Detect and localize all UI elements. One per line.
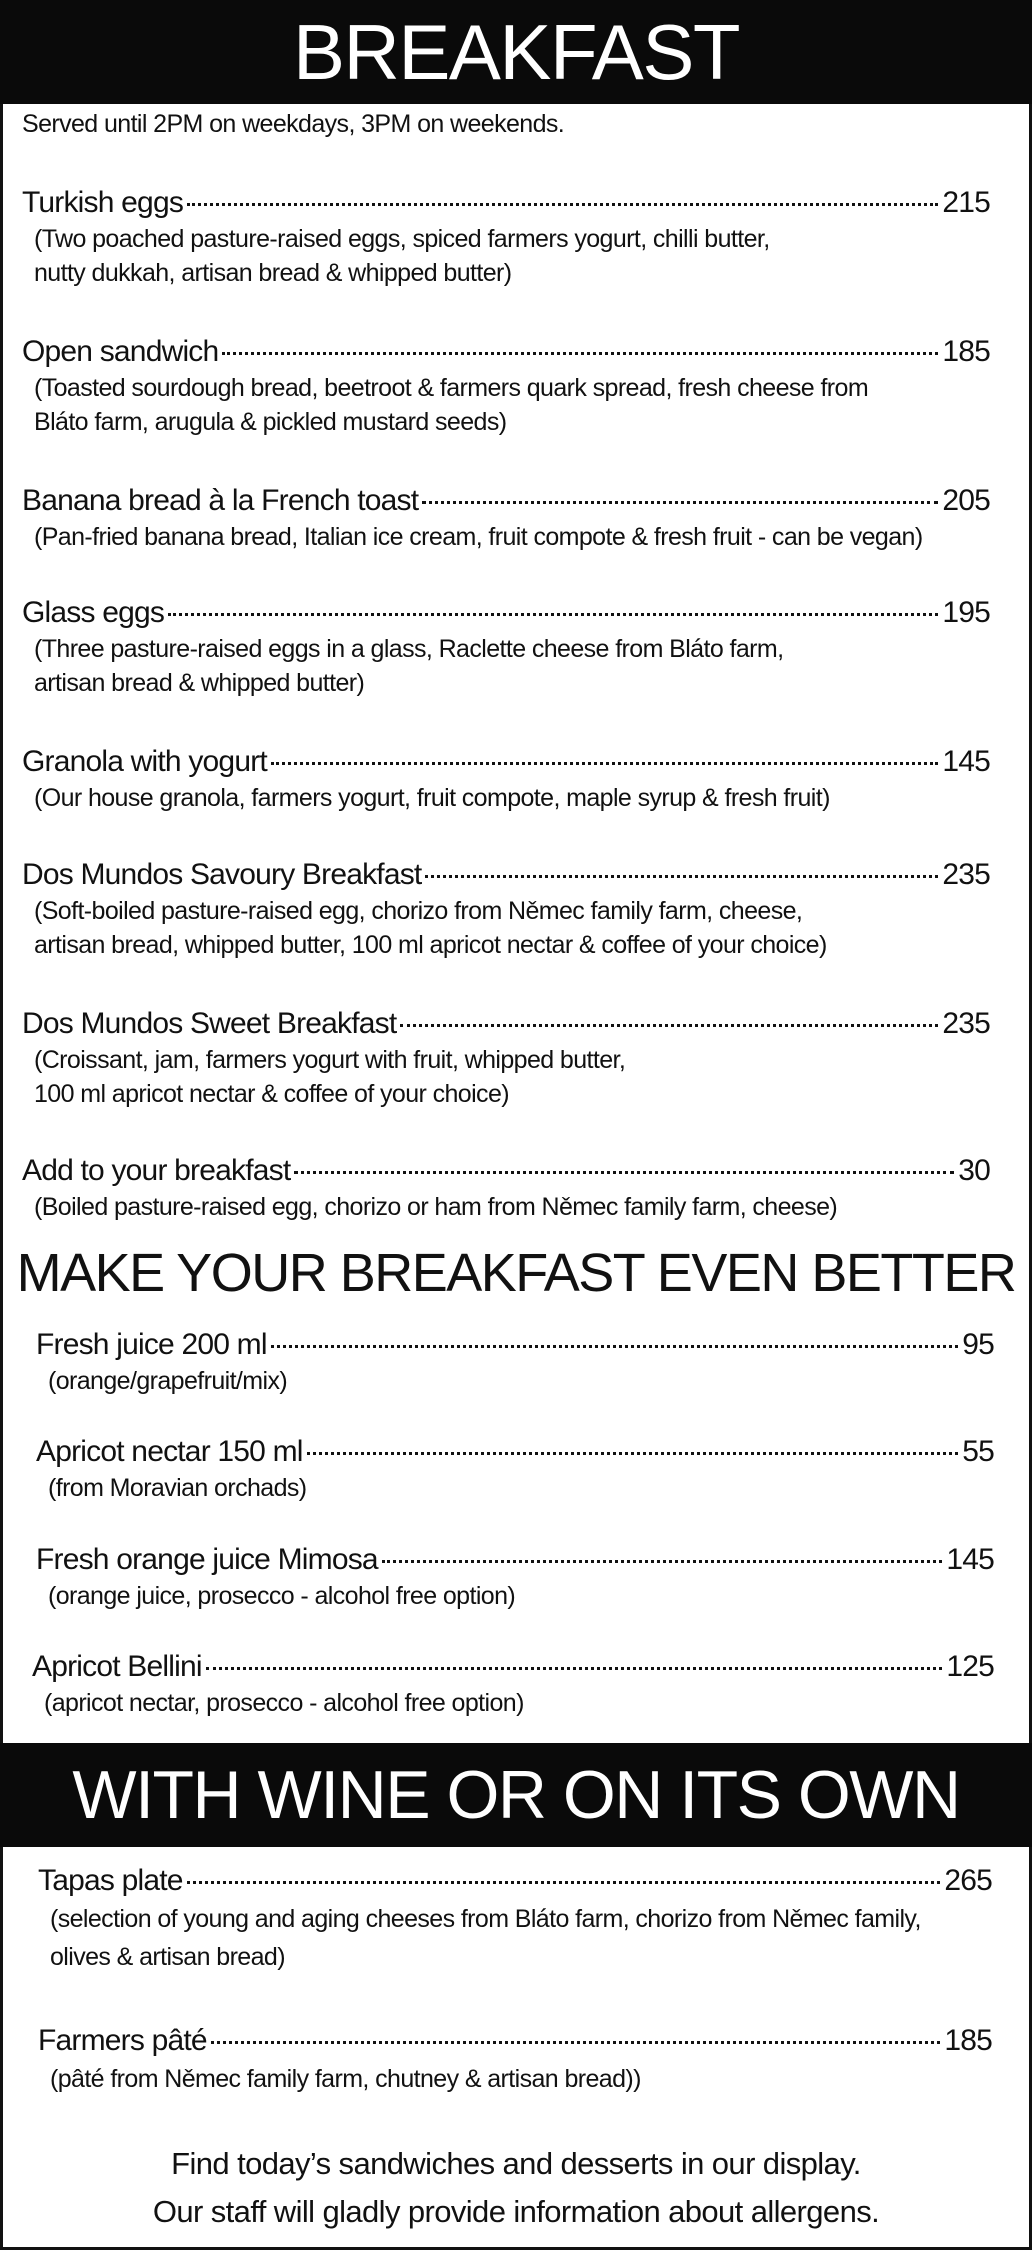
item-price: 145 [946, 1543, 994, 1576]
item-price: 145 [942, 745, 990, 778]
leader-dots [271, 762, 938, 765]
menu-item [22, 1007, 990, 1111]
tapas-item [38, 2024, 992, 2098]
item-name: Open sandwich [22, 335, 219, 368]
item-description: (selection of young and aging cheeses from Bláto farm, chorizo from Němec family, olives & artisan bread) [50, 1905, 921, 1971]
item-price: 235 [942, 1007, 990, 1040]
item-price: 215 [942, 186, 990, 219]
item-name: Fresh orange juice Mimosa [36, 1543, 378, 1576]
item-name: Granola with yogurt [22, 745, 267, 778]
item-price: 55 [962, 1435, 994, 1468]
item-name: Turkish eggs [22, 186, 184, 219]
drink-item [36, 1543, 994, 1613]
item-price: 125 [946, 1650, 994, 1683]
item-description: (Pan-fried banana bread, Italian ice cream, fruit compote & fresh fruit - can be vegan) [34, 523, 923, 551]
item-description: (Toasted sourdough bread, beetroot & farmers quark spread, fresh cheese from Bláto farm, arugula & pickled mustard seeds) [34, 374, 869, 436]
item-name: Glass eggs [22, 596, 165, 629]
footer-line-display: Find today’s sandwiches and desserts in our display. [171, 2146, 861, 2181]
item-name: Fresh juice 200 ml [36, 1328, 267, 1361]
drink-item [36, 1435, 994, 1505]
menu-item [22, 186, 990, 290]
item-description: (from Moravian orchads) [48, 1474, 307, 1502]
item-price: 205 [942, 484, 990, 517]
breakfast-banner [0, 0, 1032, 104]
leader-dots [168, 613, 938, 616]
item-name: Add to your breakfast [22, 1154, 291, 1187]
extras-section-title: MAKE YOUR BREAKFAST EVEN BETTER [16, 1243, 1016, 1303]
item-name: Apricot Bellini [32, 1650, 202, 1683]
leader-dots [425, 875, 938, 878]
wine-section-title: WITH WINE OR ON ITS OWN [72, 1757, 960, 1833]
item-price: 195 [942, 596, 990, 629]
item-name: Tapas plate [38, 1864, 183, 1897]
drink-item [36, 1328, 994, 1398]
item-description: (Three pasture-raised eggs in a glass, Raclette cheese from Bláto farm, artisan bread & whipped butter) [34, 635, 784, 697]
leader-dots [422, 501, 938, 504]
drink-item [32, 1650, 994, 1720]
menu-item [22, 484, 990, 554]
leader-dots [382, 1560, 943, 1563]
item-price: 30 [958, 1154, 990, 1187]
wine-banner [0, 1743, 1032, 1847]
serving-hours: Served until 2PM on weekdays, 3PM on weekends. [22, 110, 565, 138]
leader-dots [206, 1667, 943, 1670]
item-description: (Boiled pasture-raised egg, chorizo or ham from Němec family farm, cheese) [34, 1193, 838, 1221]
leader-dots [271, 1345, 959, 1348]
menu-item [22, 745, 990, 815]
footer-note [0, 2140, 1032, 2236]
menu-item [22, 858, 990, 962]
item-description: (Two poached pasture-raised eggs, spiced farmers yogurt, chilli butter, nutty dukkah, artisan bread & whipped butter) [34, 225, 770, 287]
leader-dots [400, 1024, 938, 1027]
item-description: (orange/grapefruit/mix) [48, 1367, 288, 1395]
item-name: Banana bread à la French toast [22, 484, 419, 517]
item-price: 95 [962, 1328, 994, 1361]
leader-dots [187, 1881, 941, 1884]
item-name: Dos Mundos Sweet Breakfast [22, 1007, 397, 1040]
item-description: (pâté from Němec family farm, chutney & artisan bread)) [50, 2065, 641, 2093]
leader-dots [294, 1171, 954, 1174]
item-description: (Soft-boiled pasture-raised egg, chorizo from Němec family farm, cheese, artisan bread, whipped butter, 100 ml apricot nectar & coffee of your choice) [34, 897, 827, 959]
leader-dots [187, 203, 938, 206]
tapas-item [38, 1864, 992, 1976]
item-name: Apricot nectar 150 ml [36, 1435, 303, 1468]
item-price: 185 [944, 2024, 992, 2057]
breakfast-title: BREAKFAST [293, 7, 739, 96]
item-description: (Our house granola, farmers yogurt, fruit compote, maple syrup & fresh fruit) [34, 784, 830, 812]
footer-line-allergens: Our staff will gladly provide information about allergens. [152, 2194, 880, 2229]
item-description: (Croissant, jam, farmers yogurt with fruit, whipped butter, 100 ml apricot nectar & coffee of your choice) [34, 1046, 626, 1108]
leader-dots [211, 2041, 941, 2044]
item-name: Dos Mundos Savoury Breakfast [22, 858, 422, 891]
menu-item [22, 1154, 990, 1224]
leader-dots [222, 352, 938, 355]
item-price: 235 [942, 858, 990, 891]
item-price: 185 [942, 335, 990, 368]
item-price: 265 [944, 1864, 992, 1897]
leader-dots [307, 1452, 959, 1455]
item-description: (apricot nectar, prosecco - alcohol free option) [44, 1689, 524, 1717]
item-name: Farmers pâté [38, 2024, 207, 2057]
menu-item [22, 335, 990, 439]
item-description: (orange juice, prosecco - alcohol free option) [48, 1582, 516, 1610]
menu-item [22, 596, 990, 700]
